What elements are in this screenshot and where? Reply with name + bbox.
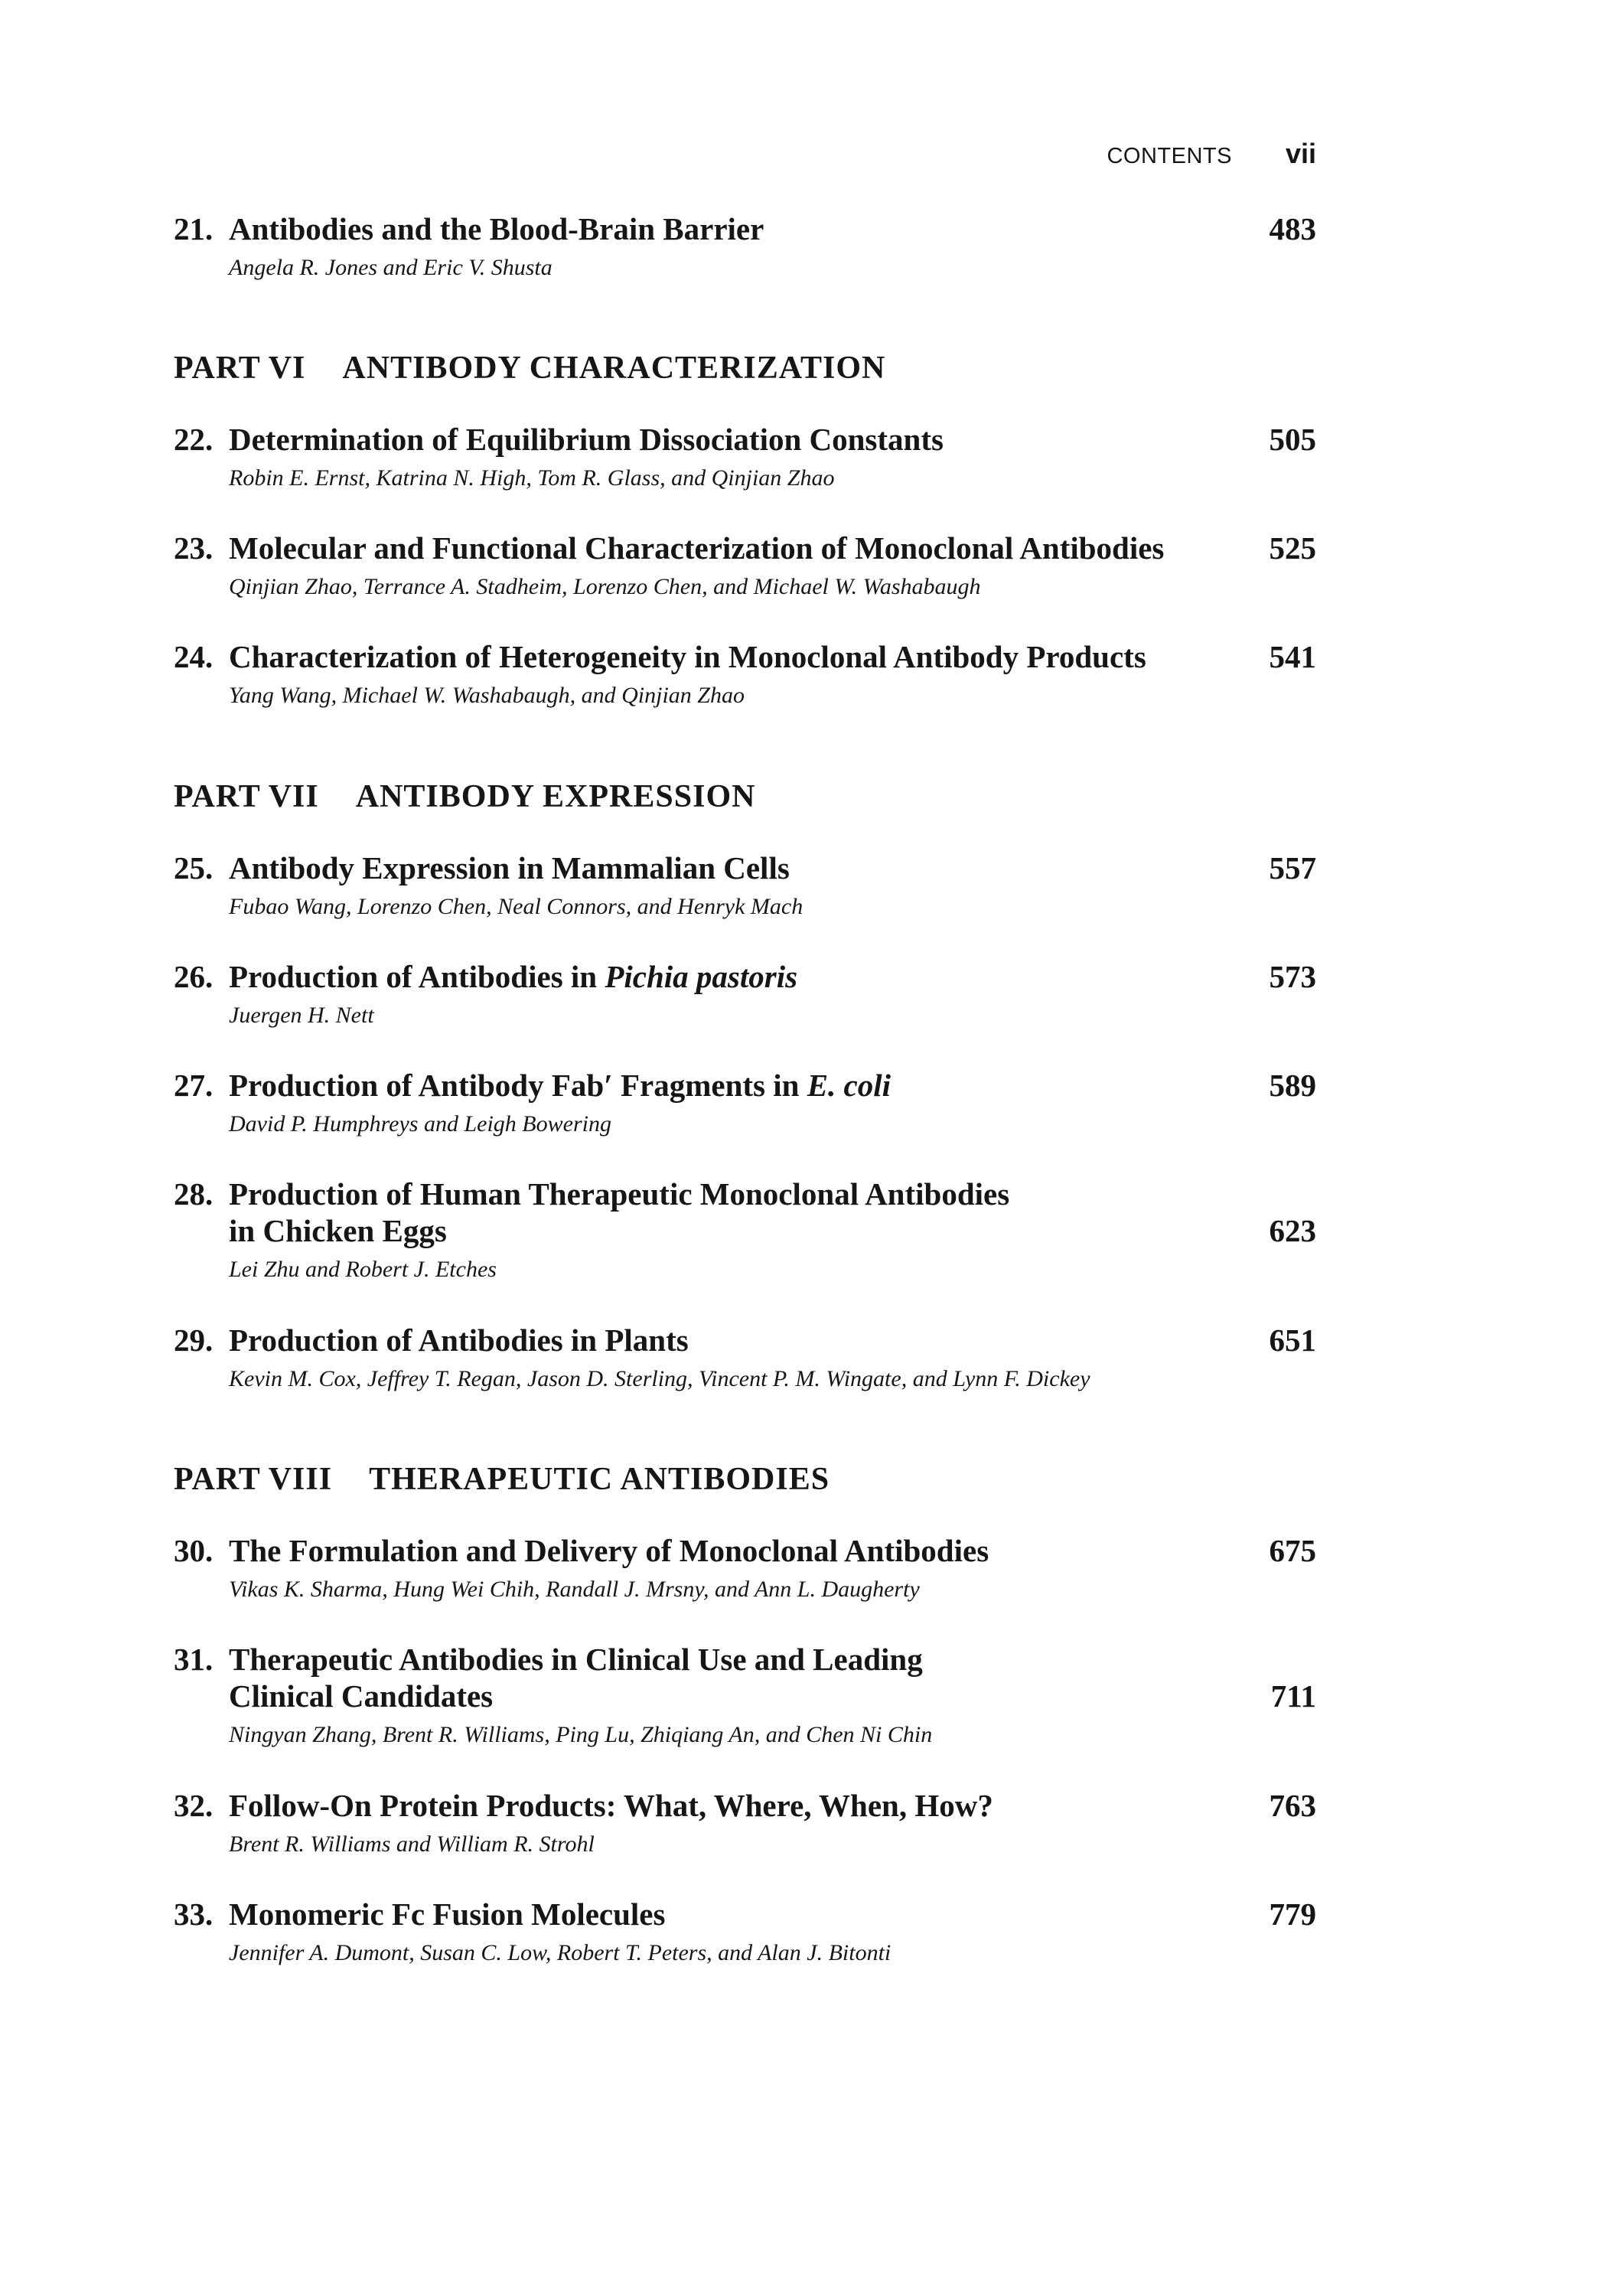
chapter-title: Follow-On Protein Products: What, Where, When, How?	[229, 1788, 993, 1823]
chapter-title-italic: E. coli	[807, 1068, 892, 1103]
chapter-number: 24.	[174, 639, 214, 674]
chapter-number: 26.	[174, 959, 214, 994]
chapter-authors: Yang Wang, Michael W. Washabaugh, and Qinjian Zhao	[229, 683, 745, 708]
chapter-title-line-1: Therapeutic Antibodies in Clinical Use and Leading	[229, 1642, 923, 1677]
chapter-number: 32.	[174, 1788, 214, 1823]
running-head-label: CONTENTS	[1107, 144, 1232, 168]
chapter-title	[229, 1067, 891, 1104]
chapter-number: 27.	[174, 1068, 214, 1103]
chapter-number: 30.	[174, 1533, 214, 1568]
chapter-page: 589	[1269, 1068, 1316, 1103]
chapter-title: The Formulation and Delivery of Monoclonal Antibodies	[229, 1533, 989, 1568]
chapter-authors: Ningyan Zhang, Brent R. Williams, Ping Lu, Zhiqiang An, and Chen Ni Chin	[229, 1722, 933, 1747]
chapter-page: 573	[1269, 959, 1316, 994]
chapter-title-text: Production of Antibody Fab′ Fragments in	[229, 1068, 807, 1103]
chapter-title: Production of Antibodies in Plants	[229, 1322, 689, 1358]
chapter-number: 25.	[174, 850, 214, 885]
chapter-title-text: Production of Antibodies in	[229, 959, 605, 994]
chapter-page: 763	[1269, 1788, 1316, 1823]
chapter-page: 505	[1269, 422, 1316, 457]
chapter-authors: Brent R. Williams and William R. Strohl	[229, 1831, 595, 1857]
chapter-authors: Fubao Wang, Lorenzo Chen, Neal Connors, and Henryk Mach	[229, 894, 804, 919]
chapter-page: 779	[1269, 1896, 1316, 1932]
chapter-authors: David P. Humphreys and Leigh Bowering	[229, 1111, 611, 1137]
part-heading-vii	[174, 778, 755, 815]
chapter-page: 675	[1269, 1533, 1316, 1568]
chapter-page: 557	[1269, 850, 1316, 885]
chapter-title-line-2: Clinical Candidates	[229, 1678, 494, 1714]
part-name: THERAPEUTIC ANTIBODIES	[369, 1462, 830, 1497]
chapter-authors: Lei Zhu and Robert J. Etches	[229, 1257, 497, 1282]
chapter-title-italic: Pichia pastoris	[605, 959, 798, 994]
part-label: PART VI	[174, 351, 306, 386]
chapter-page: 525	[1269, 530, 1316, 566]
chapter-title: Molecular and Functional Characterization of Monoclonal Antibodies	[229, 530, 1165, 566]
chapter-page: 651	[1269, 1322, 1316, 1358]
running-head	[1107, 138, 1316, 170]
page-number: vii	[1285, 138, 1316, 169]
part-label: PART VII	[174, 779, 319, 814]
chapter-authors: Jennifer A. Dumont, Susan C. Low, Robert T. Peters, and Alan J. Bitonti	[229, 1940, 892, 1965]
part-heading-viii	[174, 1461, 830, 1498]
chapter-title-line-2: in Chicken Eggs	[229, 1213, 447, 1248]
chapter-title: Monomeric Fc Fusion Molecules	[229, 1896, 666, 1932]
chapter-number: 33.	[174, 1896, 214, 1932]
part-name: ANTIBODY CHARACTERIZATION	[342, 351, 886, 386]
chapter-authors: Kevin M. Cox, Jeffrey T. Regan, Jason D. Sterling, Vincent P. M. Wingate, and Lynn F. Dickey	[229, 1366, 1090, 1391]
chapter-title: Characterization of Heterogeneity in Monoclonal Antibody Products	[229, 639, 1146, 674]
chapter-number: 28.	[174, 1176, 214, 1212]
chapter-title: Antibodies and the Blood-Brain Barrier	[229, 211, 764, 246]
chapter-page: 483	[1269, 211, 1316, 246]
chapter-title	[229, 958, 797, 995]
chapter-authors: Vikas K. Sharma, Hung Wei Chih, Randall J. Mrsny, and Ann L. Daugherty	[229, 1577, 920, 1602]
chapter-number: 31.	[174, 1642, 214, 1677]
chapter-number: 23.	[174, 530, 214, 566]
chapter-number: 29.	[174, 1322, 214, 1358]
chapter-page: 711	[1270, 1678, 1316, 1714]
chapter-page: 541	[1269, 639, 1316, 674]
chapter-authors: Robin E. Ernst, Katrina N. High, Tom R. Glass, and Qinjian Zhao	[229, 465, 835, 491]
chapter-authors: Angela R. Jones and Eric V. Shusta	[229, 255, 553, 280]
part-name: ANTIBODY EXPRESSION	[355, 779, 756, 814]
chapter-title-line-1: Production of Human Therapeutic Monoclonal Antibodies	[229, 1176, 1010, 1212]
chapter-title: Antibody Expression in Mammalian Cells	[229, 850, 790, 885]
chapter-number: 21.	[174, 211, 214, 246]
part-heading-vi	[174, 350, 885, 386]
part-label: PART VIII	[174, 1462, 333, 1497]
chapter-page: 623	[1269, 1213, 1316, 1248]
chapter-number: 22.	[174, 422, 214, 457]
chapter-authors: Qinjian Zhao, Terrance A. Stadheim, Lorenzo Chen, and Michael W. Washabaugh	[229, 574, 981, 599]
chapter-authors: Juergen H. Nett	[229, 1003, 374, 1028]
chapter-title: Determination of Equilibrium Dissociation Constants	[229, 422, 944, 457]
